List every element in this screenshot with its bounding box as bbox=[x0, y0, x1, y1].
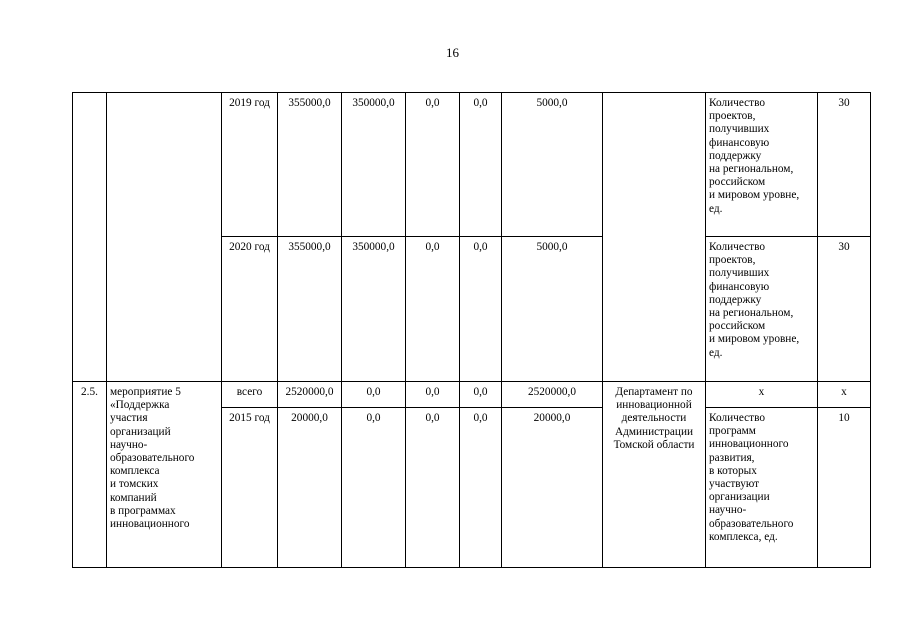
local-amount-cell: 0,0 bbox=[460, 93, 502, 237]
item-number-cell-empty bbox=[73, 93, 107, 382]
target-value-cell: 30 bbox=[818, 93, 871, 237]
regional-amount-cell: 0,0 bbox=[406, 93, 460, 237]
total-amount-cell: 2520000,0 bbox=[278, 382, 342, 408]
item-name-cell-empty bbox=[107, 93, 222, 382]
indicator-cell: Количество проектов, получивших финансовую поддержку на региональном, российском и мировом уровне, ед. bbox=[706, 93, 818, 237]
indicator-cell: Количество программ инновационного развития, в которых участвуют организации научно- образовательного комплекса, ед. bbox=[706, 408, 818, 568]
budget-table bbox=[72, 92, 871, 568]
total-amount-cell: 355000,0 bbox=[278, 237, 342, 382]
indicator-cell: Количество проектов, получивших финансовую поддержку на региональном, российском и мировом уровне, ед. bbox=[706, 237, 818, 382]
federal-amount-cell: 350000,0 bbox=[342, 237, 406, 382]
other-amount-cell: 20000,0 bbox=[502, 408, 603, 568]
year-cell: 2020 год bbox=[222, 237, 278, 382]
executor-cell-empty bbox=[603, 93, 706, 382]
regional-amount-cell: 0,0 bbox=[406, 237, 460, 382]
local-amount-cell: 0,0 bbox=[460, 408, 502, 568]
regional-amount-cell: 0,0 bbox=[406, 408, 460, 568]
indicator-cell: х bbox=[706, 382, 818, 408]
local-amount-cell: 0,0 bbox=[460, 237, 502, 382]
federal-amount-cell: 0,0 bbox=[342, 408, 406, 568]
year-cell: 2015 год bbox=[222, 408, 278, 568]
total-amount-cell: 355000,0 bbox=[278, 93, 342, 237]
total-amount-cell: 20000,0 bbox=[278, 408, 342, 568]
federal-amount-cell: 350000,0 bbox=[342, 93, 406, 237]
item-name-cell: мероприятие 5 «Поддержка участия организаций научно- образовательного комплекса и томских компаний в программах инновационного bbox=[107, 382, 222, 568]
year-cell: 2019 год bbox=[222, 93, 278, 237]
item-number-cell: 2.5. bbox=[73, 382, 107, 568]
target-value-cell: 10 bbox=[818, 408, 871, 568]
target-value-cell: 30 bbox=[818, 237, 871, 382]
table-row bbox=[73, 382, 871, 408]
other-amount-cell: 2520000,0 bbox=[502, 382, 603, 408]
other-amount-cell: 5000,0 bbox=[502, 237, 603, 382]
table-row bbox=[73, 93, 871, 237]
executor-cell: Департамент по инновационной деятельности Администрации Томской области bbox=[603, 382, 706, 568]
local-amount-cell: 0,0 bbox=[460, 382, 502, 408]
target-value-cell: х bbox=[818, 382, 871, 408]
page-number: 16 bbox=[446, 45, 459, 60]
other-amount-cell: 5000,0 bbox=[502, 93, 603, 237]
regional-amount-cell: 0,0 bbox=[406, 382, 460, 408]
year-cell: всего bbox=[222, 382, 278, 408]
federal-amount-cell: 0,0 bbox=[342, 382, 406, 408]
